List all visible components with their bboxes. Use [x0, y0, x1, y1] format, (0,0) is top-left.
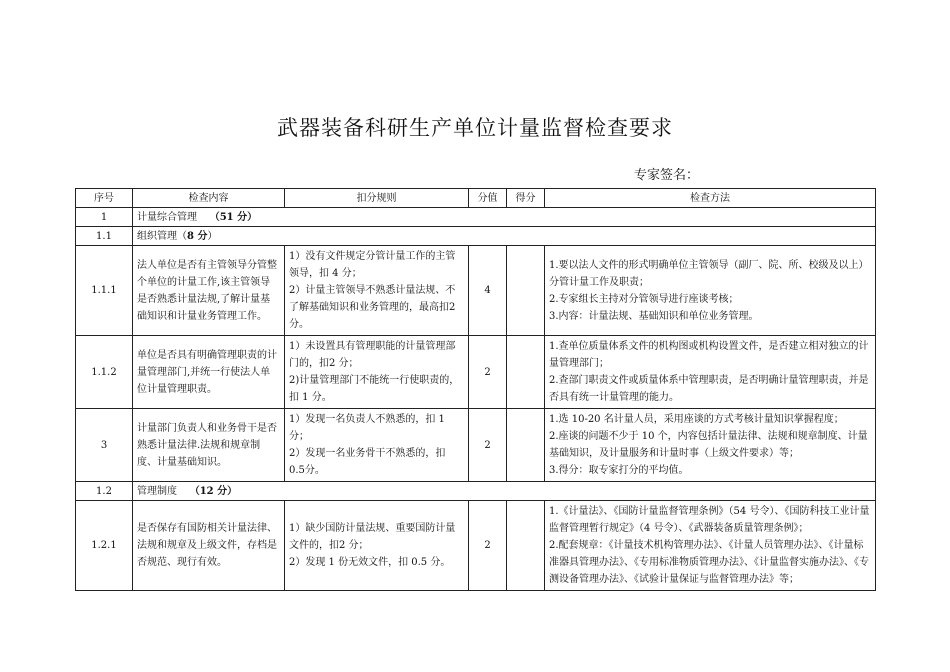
row-value: 2 — [469, 409, 507, 482]
row-score — [507, 336, 545, 409]
table-header-row — [76, 189, 876, 208]
section-score: 8 分 — [187, 230, 208, 242]
section-no: 1 — [76, 208, 133, 227]
expert-signature-label: 专家签名： — [634, 168, 700, 183]
section-row — [76, 227, 876, 246]
row-value: 2 — [469, 336, 507, 409]
header-score: 得分 — [507, 189, 545, 208]
row-content: 单位是否具有明确管理职责的计量管理部门,并统一行使法人单位计量管理职责。 — [133, 336, 285, 409]
section-title: 管理制度 （12 分） — [133, 482, 876, 501]
row-rules: 1）没有文件规定分管计量工作的主管领导，扣 4 分； 2）计量主管领导不熟悉计量法规、不了解基础知识和业务管理的，最高扣2分。 — [285, 246, 469, 336]
row-score — [507, 409, 545, 482]
row-method: 1.《计量法》、《国防计量监督管理条例》（54 号令）、《国防科技工业计量监督管理暂行规定》（4 号令）、《武器装备质量管理条例》； 2.配套规章：《计量技术机构管理办法》、《计量人员管理办法》、《计量标准器具管理办法》、《专用标准物质管理办法》、《计量监督实施办法》、《专测设备管理办法》、《试验计量保证与监督管理办法》等； — [545, 501, 876, 591]
row-rules: 1）发现一名负责人不熟悉的，扣 1 分； 2）发现一名业务骨干不熟悉的，扣 0.5分。 — [285, 409, 469, 482]
row-no: 1.2.1 — [76, 501, 133, 591]
document-title: 武器装备科研生产单位计量监督检查要求 — [277, 116, 673, 140]
section-score: （12 分） — [189, 485, 238, 497]
header-no: 序号 — [76, 189, 133, 208]
header-rules: 扣分规则 — [285, 189, 469, 208]
table-row — [76, 246, 876, 336]
section-row — [76, 482, 876, 501]
table-row — [76, 336, 876, 409]
row-method: 1.要以法人文件的形式明确单位主管领导（副厂、院、所、校级及以上）分管计量工作及职责； 2.专家组长主持对分管领导进行座谈考核； 3.内容：计量法规、基础知识和单位业务管理。 — [545, 246, 876, 336]
section-title: 计量综合管理 （51 分） — [133, 208, 876, 227]
section-title: 组织管理（8 分） — [133, 227, 876, 246]
table-row — [76, 409, 876, 482]
section-row — [76, 208, 876, 227]
inspection-table — [75, 188, 876, 591]
section-score: （51 分） — [209, 211, 258, 223]
row-content: 法人单位是否有主管领导分管整个单位的计量工作,该主管领导是否熟悉计量法规,了解计量基础知识和计量业务管理工作。 — [133, 246, 285, 336]
row-content: 计量部门负责人和业务骨干是否熟悉计量法律.法规和规章制度、计量基础知识。 — [133, 409, 285, 482]
row-score — [507, 501, 545, 591]
row-no: 3 — [76, 409, 133, 482]
row-no: 1.1.2 — [76, 336, 133, 409]
row-no: 1.1.1 — [76, 246, 133, 336]
row-score — [507, 246, 545, 336]
header-value: 分值 — [469, 189, 507, 208]
row-value: 4 — [469, 246, 507, 336]
row-content: 是否保存有国防相关计量法律、法规和规章及上级文件，存档是否规范、现行有效。 — [133, 501, 285, 591]
section-no: 1.2 — [76, 482, 133, 501]
row-value: 2 — [469, 501, 507, 591]
row-rules: 1）未设置具有管理职能的计量管理部门的，扣2 分； 2)计量管理部门不能统一行使职责的，扣 1 分。 — [285, 336, 469, 409]
header-method: 检查方法 — [545, 189, 876, 208]
header-content: 检查内容 — [133, 189, 285, 208]
section-no: 1.1 — [76, 227, 133, 246]
row-method: 1.选 10-20 名计量人员，采用座谈的方式考核计量知识掌握程度； 2.座谈的问题不少于 10 个，内容包括计量法律、法规和规章制度、计量基础知识，及计量服务和计量时事（上级文件要求）等； 3.得分：取专家打分的平均值。 — [545, 409, 876, 482]
row-method: 1.查单位质量体系文件的机构图或机构设置文件，是否建立相对独立的计量管理部门； 2.查部门职责文件或质量体系中管理职责，是否明确计量管理职责，并是否具有统一计量管理的能力。 — [545, 336, 876, 409]
table-row — [76, 501, 876, 591]
row-rules: 1）缺少国防计量法规、重要国防计量文件的，扣2 分； 2）发现 1 份无效文件，扣 0.5 分。 — [285, 501, 469, 591]
